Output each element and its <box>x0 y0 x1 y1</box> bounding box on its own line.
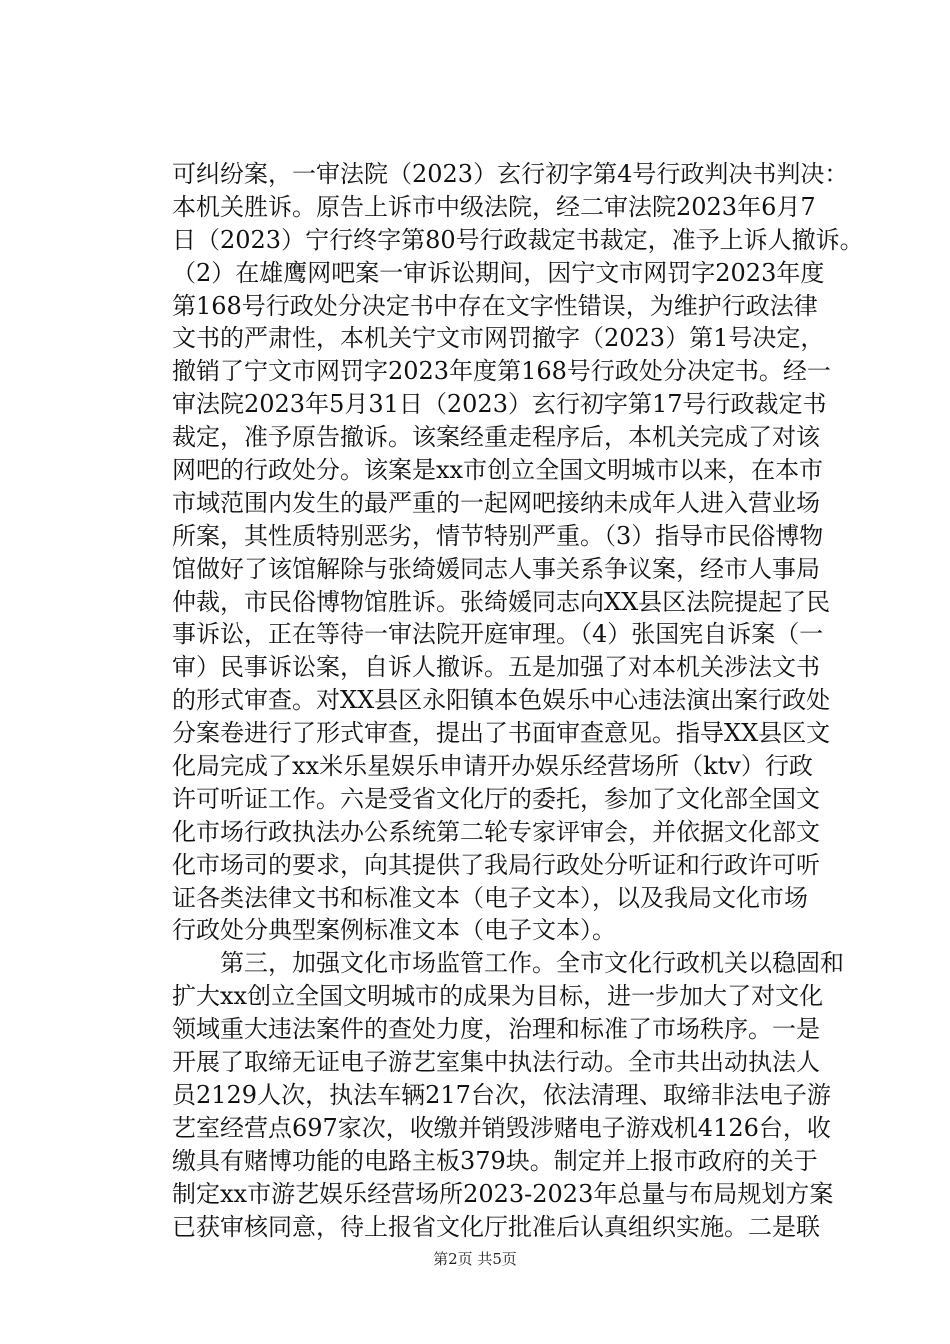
text-line: 化局完成了xx米乐星娱乐申请开办娱乐经营场所（ktv）行政 <box>172 752 813 781</box>
text-line: 化市场司的要求，向其提供了我局行政处分听证和行政许可听 <box>172 850 820 879</box>
text-line: 证各类法律文书和标准文本（电子文本），以及我局文化市场 <box>172 883 808 912</box>
text-line: 可纠纷案，一审法院（2023）玄行初字第4号行政判决书判决： <box>172 160 849 188</box>
text-line: 化市场行政执法办公系统第二轮专家评审会，并依据文化部文 <box>172 817 820 846</box>
text-line: 分案卷进行了形式审查，提出了书面审查意见。指导XX县区文 <box>172 719 831 748</box>
text-line: 行政处分典型案例标准文本（电子文本）。 <box>172 916 616 945</box>
text-line: 制定xx市游艺娱乐经营场所2023-2023年总量与布局规划方案 <box>172 1179 834 1208</box>
text-line: 市域范围内发生的最严重的一起网吧接纳未成年人进入营业场 <box>172 488 820 517</box>
text-line: 本机关胜诉。原告上诉市中级法院，经二审法院2023年6月7 <box>172 192 816 221</box>
text-line: 艺室经营点697家次，收缴并销毁涉赌电子游戏机4126台，收 <box>172 1113 831 1142</box>
text-line: 日（2023）宁行终字第80号行政裁定书裁定，准予上诉人撤诉。 <box>172 225 864 254</box>
text-line: （2）在雄鹰网吧案一审诉讼期间，因宁文市网罚字2023年度 <box>172 258 825 287</box>
document-body <box>172 158 864 1243</box>
text-line: 第168号行政处分决定书中存在文字性错误，为维护行政法律 <box>172 291 818 320</box>
text-line: 仲裁，市民俗博物馆胜诉。张绮媛同志向XX县区法院提起了民 <box>172 587 831 616</box>
text-line: 事诉讼，正在等待一审法院开庭审理。（4）张国宪自诉案（一 <box>172 620 824 649</box>
text-line: 开展了取缔无证电子游艺室集中执法行动。全市共出动执法人 <box>172 1048 820 1077</box>
text-line: 的形式审查。对XX县区永阳镇本色娱乐中心违法演出案行政处 <box>172 686 831 715</box>
text-line: 已获审核同意，待上报省文化厅批准后认真组织实施。二是联 <box>172 1212 820 1241</box>
text-line: 网吧的行政处分。该案是xx市创立全国文明城市以来，在本市 <box>172 456 824 485</box>
text-line: 许可听证工作。六是受省文化厅的委托，参加了文化部全国文 <box>172 784 820 813</box>
text-line: 第三，加强文化市场监管工作。全市文化行政机关以稳固和 <box>220 949 844 978</box>
page-footer: 第2页 共5页 <box>433 1250 517 1268</box>
text-line: 撤销了宁文市网罚字2023年度第168号行政处分决定书。经一 <box>172 357 831 386</box>
text-line: 领域重大违法案件的查处力度，治理和标准了市场秩序。一是 <box>172 1015 820 1044</box>
text-line: 审）民事诉讼案，自诉人撤诉。五是加强了对本机关涉法文书 <box>172 653 820 682</box>
text-line: 员2129人次，执法车辆217台次，依法清理、取缔非法电子游 <box>172 1080 831 1109</box>
text-line: 审法院2023年5月31日（2023）玄行初字第17号行政裁定书 <box>172 390 827 419</box>
text-line: 裁定，准予原告撤诉。该案经重走程序后，本机关完成了对该 <box>172 423 820 452</box>
text-line: 文书的严肃性，本机关宁文市网罚撤字（2023）第1号决定， <box>172 324 825 353</box>
text-line: 缴具有赌博功能的电路主板379块。制定并上报市政府的关于 <box>172 1146 818 1175</box>
text-line: 扩大xx创立全国文明城市的成果为目标，进一步加大了对文化 <box>172 982 824 1011</box>
text-line: 馆做好了该馆解除与张绮媛同志人事关系争议案，经市人事局 <box>172 554 820 583</box>
text-line: 所案，其性质特别恶劣，情节特别严重。（3）指导市民俗博物 <box>172 521 824 550</box>
